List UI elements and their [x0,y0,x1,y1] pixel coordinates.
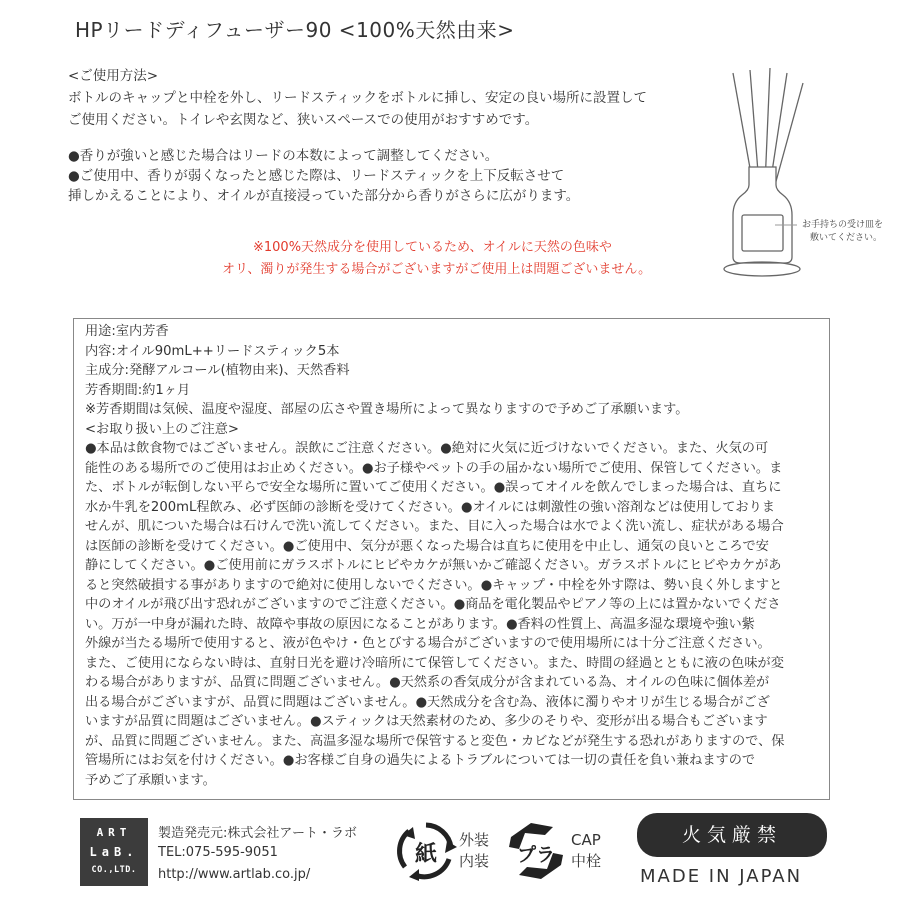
plastic-recycle-mark: プラ [516,844,556,866]
info-line: <お取り扱い上のご注意> [85,421,239,437]
info-line: いますが品質に問題はございません。●スティックは天然素材のため、多少のそりや、変形が出る場合もございます [85,714,768,729]
info-line: 管場所にはお気を付けください。●お客様ご自身の過失によるトラブルについては一切の責任を負い兼ねますので [85,753,756,768]
made-in-japan: MADE IN JAPAN [640,866,803,887]
info-line: 静にしてください。●ご使用前にガラスボトルにヒビやカケが無いかご確認ください。ガラスボトルにヒビやカケがあ [85,558,782,573]
usage-line: ●香りが強いと感じた場合はリードの本数によって調整してください。 [68,148,499,164]
info-line: 芳香期間:約1ヶ月 [85,382,191,398]
info-line: た、ボトルが転倒しない平らで安全な場所に置いてご使用ください。●誤ってオイルを飲んでしまった場合は、直ちに [85,480,782,495]
info-line: 主成分:発酵アルコール(植物由来)、天然香料 [85,363,350,378]
page-title: HPリードディフューザー90 <100%天然由来> [75,18,515,42]
info-line: 外線が当たる場所で使用すると、液が色やけ・色とびする場合がございますので使用場所には十分ご注意ください。 [85,636,771,651]
paper-recycle-label: 内装 [459,852,490,870]
natural-notice-line: ※100%天然成分を使用しているため、オイルに天然の色味や [253,240,612,255]
maker-url: http://www.artlab.co.jp/ [158,867,311,882]
usage-line: 挿しかえることにより、オイルが直接浸っていた部分から香りがさらに広がります。 [68,188,580,204]
info-line: 内容:オイル90mL++リードスティック5本 [85,343,340,359]
info-line: 予めご了承願います。 [85,772,216,788]
paper-recycle-label: 外装 [459,831,490,849]
info-line: 用途:室内芳香 [85,324,169,339]
paper-recycle-icon [395,817,457,885]
plastic-recycle-icon [505,817,567,885]
info-line: ※芳香期間は気候、温度や湿度、部屋の広さや置き場所によって異なりますので予めご了承願います。 [85,402,689,417]
info-line: ると突然破損する事がありますので絶対に使用しないでください。●キャップ・中栓を外す際は、勢い良く外しますと [85,577,783,593]
info-line: 能性のある場所でのご使用はお止めください。●お子様やペットの手の届かない場所でご使用、保管してください。ま [85,460,783,476]
usage-line: ご使用ください。トイレや玄関など、狭いスペースでの使用がおすすめです。 [68,112,539,128]
info-line: は医師の診断を受けてください。●ご使用中、気分が悪くなった場合は直ちに使用を中止し、通気の良いところで安 [85,538,769,554]
saucer-note: お手持ちの受け皿を [802,220,884,230]
fire-warning-badge: 火気厳禁 [637,813,827,857]
info-line: わる場合がありますが、品質に問題ございません。●天然系の香気成分が含まれている為、オイルの色味に個体差が [85,675,770,690]
logo-text: LaB. [89,845,139,859]
info-line: ●本品は飲食物ではございません。誤飲にご注意ください。●絶対に火気に近づけないでください。また、火気の可 [85,441,769,456]
info-line: 中のオイルが飛び出す恐れがございますのでご注意ください。●商品を電化製品やピアノ等の上には置かないでくださ [85,597,781,612]
maker-tel: TEL:075-595-9051 [158,845,278,860]
info-line: 水か牛乳を200mL程飲み、必ず医師の診断を受けてください。●オイルには刺激性の強い溶剤などは使用しておりま [85,499,775,515]
usage-line: ●ご使用中、香りが弱くなったと感じた際は、リードスティックを上下反転させて [68,168,565,184]
usage-heading: <ご使用方法> [68,68,159,84]
logo-text: ART [96,826,132,839]
info-line: 出る場合がございますが、品質に問題はございません。●天然成分を含む為、液体に濁りやオリが生じる場合がござ [85,694,770,710]
info-line: が、品質に問題ございません。また、高温多湿な場所で保管すると変色・カビなどが発生する恐れがありますので、保 [85,733,785,749]
info-line: また、ご使用にならない時は、直射日光を避け冷暗所にて保管してください。また、時間の経過とともに液の色味が変 [85,655,784,671]
info-line: い。万が一中身が漏れた時、故障や事故の原因になることがあります。●香料の性質上、高温多湿な環境や強い紫 [85,616,755,632]
artlab-logo [80,818,148,886]
logo-text: CO.,LTD. [91,865,137,875]
paper-recycle-mark: 紙 [414,842,438,867]
plastic-recycle-label: CAP [571,831,601,849]
usage-line: ボトルのキャップと中栓を外し、リードスティックをボトルに挿し、安定の良い場所に設置して [68,90,648,106]
natural-notice-line: オリ、濁りが発生する場合がございますがご使用上は問題ございません。 [222,262,652,277]
diffuser-illustration [715,65,890,285]
saucer-note: 敷いてください。 [810,233,883,243]
plastic-recycle-label: 中栓 [571,852,602,870]
maker-name: 製造発売元:株式会社アート・ラボ [158,826,357,841]
info-line: せんが、肌についた場合は石けんで洗い流してください。また、目に入った場合は水でよく洗い流し、症状がある場合 [85,519,784,534]
